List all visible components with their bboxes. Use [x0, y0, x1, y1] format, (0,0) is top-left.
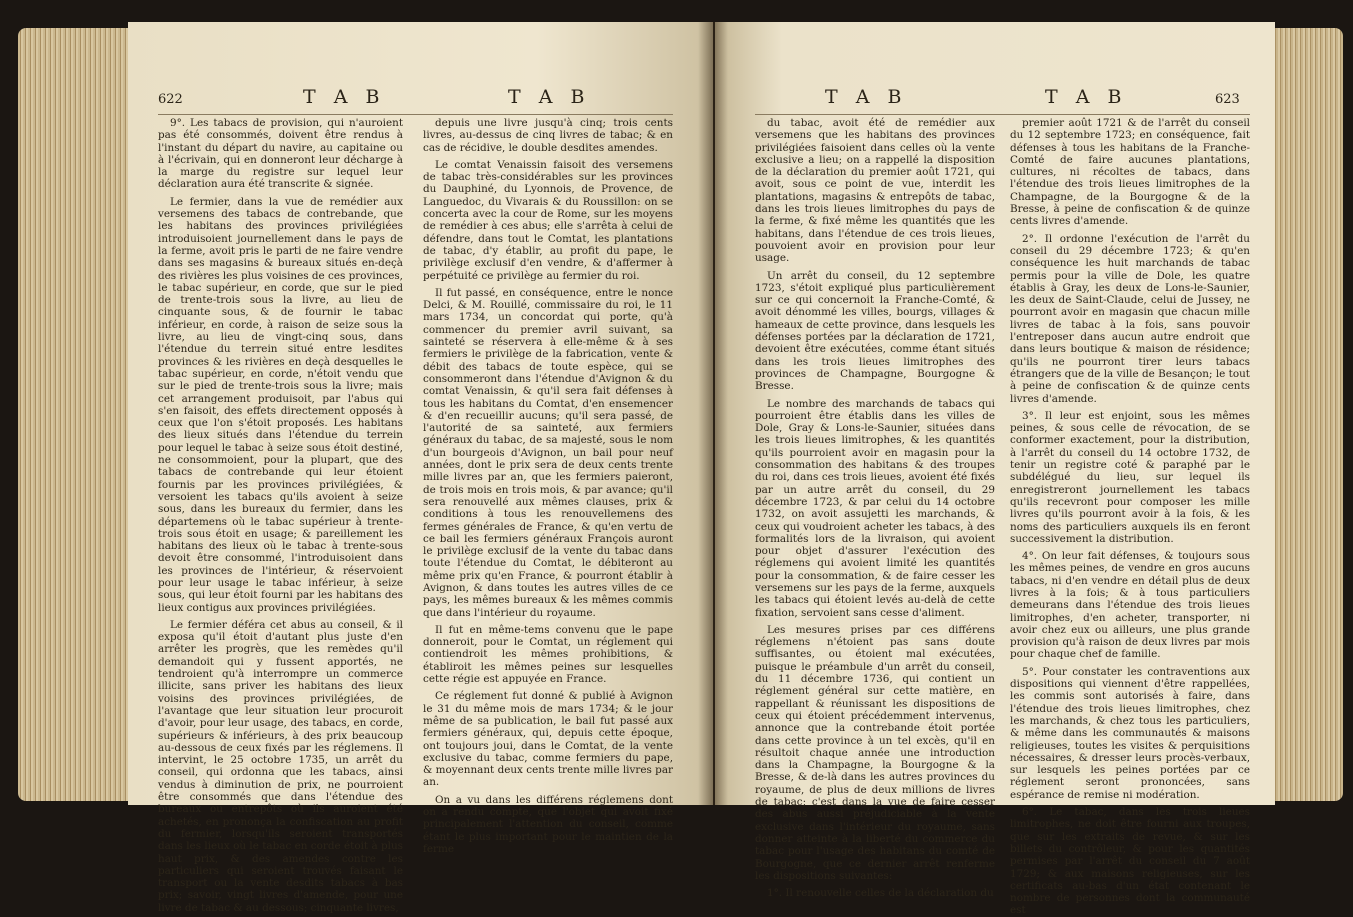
- text-column: [1010, 117, 1250, 917]
- paragraph: premier août 1721 & de l'arrêt du conseil du 12 septembre 1723; en conséquence, fait défenses à tous les habitans de la Franche-Comté de faire aucunes plantations, cultures, ni récoltes de tabacs, dans l'étendue des trois lieues limitrophes de la Champagne, de la Bourgogne & de la Bresse, à peine de confiscation & de quinze cents livres d'amende.: [1010, 117, 1250, 228]
- paragraph: Il fut en même-tems convenu que le pape donneroit, pour le Comtat, un réglement qui contiendroit les mêmes prohibitions, & établiroit les mêmes peines sur lesquelles cette régie est appuyée en France.: [423, 623, 673, 686]
- paragraph: Le fermier déféra cet abus au conseil, & il exposa qu'il étoit d'autant plus juste d'en arrêter les progrès, que les remèdes qu'il demandoit qui y fussent apportés, ne tendroient qu'à interrompre un commerce illicite, sans priver les habitans des lieux voisins des provinces privilégiées, de l'avantage que leur situation leur procuroit d'avoir, pour leur usage, des tabacs, en corde, supérieurs & inférieurs, à des prix beaucoup au-dessous de ceux fixés par les réglemens. Il intervint, le 25 octobre 1735, un arrêt du conseil, qui ordonna que les tabacs, ainsi vendus à diminution de prix, ne pourroient être consommés que dans l'étendue des bureaux ou entrepôts où ils auroient été achetés, en prononça la confiscation au profit du fermier, lorsqu'ils seroient transportés dans les lieux où le tabac en corde étoit à plus haut prix, & des amendes contre les particuliers qui seroient trouvés faisant le transport ou la vente desdits tabacs à bas prix; savoir, vingt livres d'amende, pour une livre de tabac & au dessous; cinquante livres,: [158, 618, 403, 914]
- paragraph: Le fermier, dans la vue de remédier aux versemens des tabacs de contrebande, que les habitans des provinces privilégiées introduisoient journellement dans le pays de la ferme, avoit pris le parti de ne faire vendre dans ses magasins & bureaux situés en-deçà des rivières les plus voisines de ces provinces, le tabac supérieur, en corde, que sur le pied de trente-trois sous la livre, au lieu de cinquante sous, & de fournir le tabac inférieur, en corde, à raison de seize sous la livre, au lieu de vingt-cinq sous, dans l'étendue du terrein situé entre lesdites provinces & les rivières en deçà desquelles le tabac supérieur, en corde, n'étoit vendu que sur le pied de trente-trois sous la livre; mais cet arrangement produisoit, par l'abus qui s'en faisoit, des effets directement opposés à ceux que l'on s'étoit proposés. Les habitans des lieux situés dans l'étendue du terrein pour lequel le tabac à seize sous étoit destiné, ne consommoient, pour la plupart, que des tabacs de contrebande qui leur étoient fournis par les provinces privilégiées, & versoient les tabacs qu'ils avoient à seize sous, dans les bureaux du fermier, dans les départemens où le tabac supérieur à trente-trois sous étoit en usage; & pareillement les habitans des lieux où le tabac à trente-sous devoit être consommé, l'introduisoient dans les provinces de l'intérieur, & réservoient pour leur usage le tabac inférieur, à seize sous, qui leur étoit fourni par les habitans des lieux contigus aux provinces privilégiées.: [158, 195, 403, 614]
- paragraph: Un arrêt du conseil, du 12 septembre 1723, s'étoit expliqué plus particulièrement sur ce qui concernoit la Franche-Comté, & avoit dénommé les villes, bourgs, villages & hameaux de cette province, dans lesquels les défenses portées par la déclaration de 1721, devoient être exécutées, comme étant situés dans les trois lieues limitrophes des provinces de Champagne, Bourgogne & Bresse.: [755, 269, 995, 393]
- left-page-edges: [18, 28, 136, 801]
- paragraph: 4°. On leur fait défenses, & toujours sous les mêmes peines, de vendre en gros aucuns tabacs, ni d'en vendre en détail plus de deux livres à la fois; & à tous particuliers demeurans dans l'étendue des trois lieues limitrophes, d'en acheter, transporter, ni avoir chez eux ou ailleurs, une plus grande provision qu'à raison de deux livres par mois pour chaque chef de famille.: [1010, 550, 1250, 661]
- header-rule: [158, 114, 673, 115]
- book-gutter: [698, 22, 728, 805]
- open-book: [18, 8, 1343, 917]
- paragraph: 6°. Le tabac, dans les trois lieues limitrophes, ne doit être fourni aux troupes, que sur les extraits de revue, & sur les billets du contrôleur, & pour les quantités permises par l'arrêt du conseil du 7 août 1729; & aux maisons religieuses, sur les certificats au-bas d'un état contenant le nombre de personnes dont la communauté est: [1010, 806, 1250, 917]
- running-head: T A B: [508, 86, 591, 108]
- paragraph: 1°. Il renouvelle celles de la déclaration du: [767, 887, 994, 900]
- page-number: 622: [158, 92, 183, 107]
- paragraph: du tabac, avoit été de remédier aux versemens que les habitans des provinces privilégiées faisoient dans celles où la vente exclusive a lieu; on a rappellé la disposition de la déclaration du premier août 1721, qui avoit, sous ce point de vue, interdit les plantations, magasins & entrepôts de tabac, dans les trois lieues limitrophes du pays de la ferme, & fixé même les quantités que les habitans, dans l'étendue de ces trois lieues, pouvoient avoir en provision pour leur usage.: [755, 117, 995, 265]
- paragraph: 2°. Il ordonne l'exécution de l'arrêt du conseil du 29 décembre 1723; & qu'en conséquence les huit marchands de tabac permis pour la ville de Dole, les quatre établis à Gray, les deux de Lons-le-Saunier, les deux de Saint-Claude, celui de Jussey, ne pourront avoir en magasin que chacun mille livres de tabac à la fois, sans pouvoir l'entreposer dans aucun autre endroit que dans leurs boutique & maison de résidence; qu'ils ne pourront tirer leurs tabacs étrangers que de la ville de Besançon; le tout à peine de confiscation & de quinze cents livres d'amende.: [1010, 232, 1250, 405]
- paragraph: 5°. Pour constater les contraventions aux dispositions qui viennent d'être rappellées, les commis sont autorisés à faire, dans l'étendue des trois lieues limitrophes, chez les marchands, & chez tous les particuliers, & même dans les communautés & maisons religieuses, toutes les visites & perquisitions nécessaires, & dresser leurs procès-verbaux, sur lesquels les peines portées par ce réglement seront prononcées, sans espérance de remise ni modération.: [1010, 665, 1250, 801]
- text-column: [755, 117, 995, 900]
- paragraph: Le nombre des marchands de tabacs qui pourroient être établis dans les villes de Dole, Gray & Lons-le-Saunier, situées dans les trois lieues limitrophes, & les quantités qu'ils pourroient avoir en magasin pour la consommation des habitans & des troupes du roi, dans ces trois lieues, avoient été fixés par un autre arrêt du conseil, du 29 décembre 1723, & par celui du 14 octobre 1732, on avoit assujetti les marchands, & ceux qui voudroient acheter les tabacs, à des formalités lors de la livraison, qui avoient pour objet d'assurer l'exécution des réglemens qui avoient limité les quantités pour la consommation, & de faire cesser les versemens sur les pays de la ferme, auxquels les tabacs qui étoient levés au-delà de cette fixation, servoient sans cesse d'aliment.: [755, 397, 995, 619]
- text-column: [158, 117, 403, 914]
- paragraph: 9°. Les tabacs de provision, qui n'auroient pas été consommés, doivent être rendus à l'instant du départ du navire, au capitaine ou à l'écrivain, qui en donneront leur décharge à la marge du registre sur lequel leur déclaration aura été transcrite & signée.: [158, 117, 403, 191]
- running-head: T A B: [303, 86, 386, 108]
- paragraph: On a vu dans les différens réglemens dont on a rendu compte, que l'objet qui avoit fixé principalement l'attention du conseil, comme étant le plus important pour le maintien de la ferme: [423, 793, 673, 855]
- right-page: [715, 22, 1275, 917]
- paragraph: Ce réglement fut donné & publié à Avignon le 31 du même mois de mars 1734; & le jour même de sa publication, le bail fut passé aux fermiers généraux, qui, depuis cette époque, ont toujours joui, dans le Comtat, de la vente exclusive du tabac, comme fermiers du pape, & moyennant deux cents trente mille livres par an.: [423, 690, 673, 789]
- right-page-edges: [1273, 28, 1343, 801]
- text-column: [423, 117, 673, 855]
- running-head: T A B: [825, 86, 908, 108]
- paragraph: 3°. Il leur est enjoint, sous les mêmes peines, & sous celle de révocation, de se conformer exactement, pour la distribution, à l'arrêt du conseil du 14 octobre 1732, de tenir un registre coté & paraphé par le subdélégué du lieu, sur lequel ils enregistreront journellement les tabacs qu'ils recevront pour composer les mille livres qu'ils pourront avoir à la fois, & les noms des particuliers auxquels ils en feront successivement la distribution.: [1010, 409, 1250, 545]
- paragraph: Les mesures prises par ces différens réglemens n'étoient pas sans doute suffisantes, ou étoient mal exécutées, puisque le préambule d'un arrêt du conseil, du 11 décembre 1736, qui contient un réglement général sur cette matière, en rappellant & réunissant les dispositions de ceux qui étoient précédemment intervenus, annonce que la contrebande étoit portée dans cette province à un tel excès, qu'il en résultoit chaque année une introduction dans la Champagne, la Bourgogne & la Bresse, & de-là dans les autres provinces du royaume, de plus de deux millions de livres de tabac; c'est dans la vue de faire cesser des abus aussi préjudiciable à la vente exclusive dans l'intérieur du royaume, sans donner atteinte à la liberté du commerce du tabac pour l'usage des habitans du comté de Bourgogne, que ce dernier arrêt renferme les dispositions suivantes:: [755, 623, 995, 882]
- page-number: 623: [1215, 92, 1240, 107]
- header-rule: [755, 114, 1250, 115]
- running-head: T A B: [1045, 86, 1128, 108]
- paragraph: depuis une livre jusqu'à cinq; trois cents livres, au-dessus de cinq livres de tabac; & en cas de récidive, le double desdites amendes.: [423, 117, 673, 154]
- paragraph: Il fut passé, en conséquence, entre le nonce Delci, & M. Rouillé, commissaire du roi, le 11 mars 1734, un concordat qui porte, qu'à commencer du premier avril suivant, sa sainteté se réservera à elle-même & à ses fermiers le privilège de la fabrication, vente & débit des tabacs de toute espèce, qui se consommeront dans l'étendue d'Avignon & du comtat Venaissin, & qu'il sera fait défenses à tous les habitans du Comtat, d'en ensemencer & d'en recueillir aucuns; qu'il sera passé, de l'autorité de sa sainteté, aux fermiers généraux du tabac, de sa majesté, sous le nom d'un bourgeois d'Avignon, un bail pour neuf années, dont le prix sera de deux cents trente mille livres par an, que les fermiers paieront, de trois mois en trois mois, & par avance; qu'il sera renouvellé aux mêmes clauses, prix & conditions à tous les renouvellemens des fermes générales de France, & qu'en vertu de ce bail les fermiers généraux François auront le privilège exclusif de la vente du tabac dans toute l'étendue du Comtat, le débiteront au même prix qu'en France, & pourront établir à Avignon, & dans toutes les autres villes de ce pays, les mêmes bureaux & les mêmes commis que dans l'intérieur du royaume.: [423, 286, 673, 619]
- paragraph: Le comtat Venaissin faisoit des versemens de tabac très-considérables sur les provinces du Dauphiné, du Lyonnois, de Provence, de Languedoc, du Vivarais & du Roussillon: on se concerta avec la cour de Rome, sur les moyens de remédier à ces abus; elle s'arrêta à celui de défendre, dans tout le Comtat, les plantations de tabac, d'y établir, au profit du pape, le privilège exclusif d'en vendre, & d'affermer à perpétuité ce privilège au fermier du roi.: [423, 158, 673, 282]
- left-page: [128, 22, 713, 914]
